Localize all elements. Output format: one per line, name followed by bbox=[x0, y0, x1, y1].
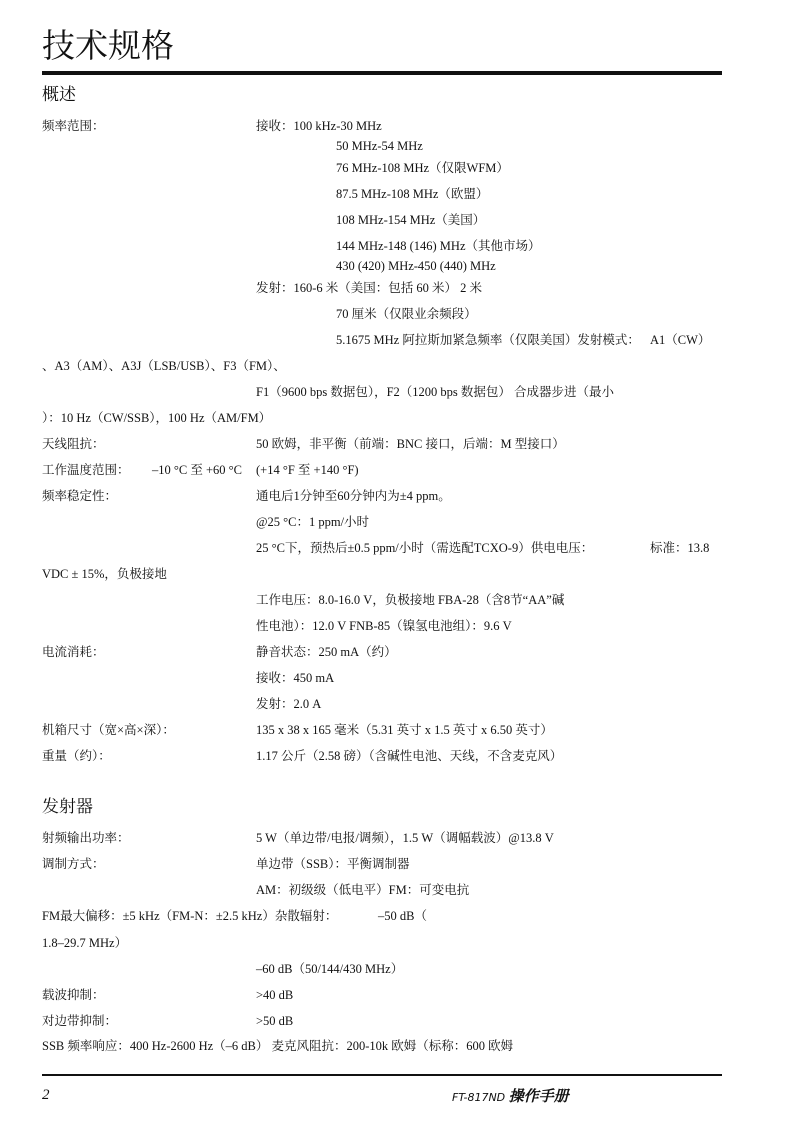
spec-label-current-drain: 电流消耗： bbox=[42, 645, 105, 659]
spec-value-rf-output: 5 W（单边带/电报/调频），1.5 W（调幅载波）@13.8 V bbox=[256, 831, 554, 845]
spec-value-modulation-ssb: 单边带（SSB）：平衡调制器 bbox=[256, 857, 410, 871]
spec-value-modulation-am-fm: AM：初级级（低电平）FM：可变电抗 bbox=[256, 883, 470, 897]
title-rule bbox=[42, 71, 722, 75]
spec-value-tx-range: 发射：160-6 米（美国：包括 60 米） 2 米 bbox=[256, 281, 483, 295]
spec-label-operating-temp: 工作温度范围： bbox=[42, 463, 130, 477]
spec-value-weight: 1.17 公斤（2.58 磅）（含碱性电池、天线，不含麦克风） bbox=[256, 749, 563, 763]
spec-value-band: 87.5 MHz-108 MHz（欧盟） bbox=[336, 187, 489, 201]
footer-model: FT-817ND bbox=[452, 1091, 506, 1104]
spec-value-band: 144 MHz-148 (146) MHz（其他市场） bbox=[336, 239, 541, 253]
spec-value-supply-standard: 标准：13.8 bbox=[650, 541, 710, 555]
spec-value-mode-a1: A1（CW） bbox=[650, 333, 711, 347]
footer-title bbox=[452, 1086, 569, 1108]
spec-value-band: 430 (420) MHz-450 (440) MHz bbox=[336, 259, 496, 273]
footer-manual: 操作手册 bbox=[508, 1087, 569, 1105]
spec-value-alaska: 5.1675 MHz 阿拉斯加紧急频率（仅限美国）发射模式： bbox=[336, 333, 640, 347]
spec-label-case-size: 机箱尺寸（宽×高×深）： bbox=[42, 723, 175, 737]
page-title: 技术规格 bbox=[42, 26, 174, 65]
spec-label-rf-output: 射频输出功率： bbox=[42, 831, 130, 845]
spec-value-fm-deviation: FM最大偏移：±5 kHz（FM-N：±2.5 kHz）杂散辐射： bbox=[42, 909, 338, 923]
spec-value-battery: 性电池）：12.0 V FNB-85（镍氢电池组）：9.6 V bbox=[256, 619, 512, 633]
footer-rule bbox=[42, 1074, 722, 1076]
spec-value-operating-temp-f: (+14 °F 至 +140 °F) bbox=[256, 463, 359, 477]
spec-value-carrier-suppression: >40 dB bbox=[256, 988, 294, 1002]
spec-value-modes: 、A3（AM）、A3J（LSB/USB）、F3（FM）、 bbox=[42, 359, 286, 373]
section-heading-transmitter: 发射器 bbox=[42, 797, 93, 817]
spec-value-operating-voltage: 工作电压：8.0-16.0 V，负极接地 FBA-28（含8节“AA”碱 bbox=[256, 593, 565, 607]
spec-value-spurious-vhf: –60 dB（50/144/430 MHz） bbox=[256, 962, 404, 976]
spec-value-band: 108 MHz-154 MHz（美国） bbox=[336, 213, 486, 227]
spec-label-modulation: 调制方式： bbox=[42, 857, 105, 871]
spec-label-frequency-stability: 频率稳定性： bbox=[42, 489, 118, 503]
spec-value-stability: @25 °C：1 ppm/小时 bbox=[256, 515, 370, 529]
spec-label-frequency-range: 频率范围： bbox=[42, 119, 105, 133]
spec-value-ssb-response: SSB 频率响应：400 Hz-2600 Hz（–6 dB） 麦克风阻抗：200-10k 欧姆（标称：600 欧姆 bbox=[42, 1039, 514, 1053]
spec-value-rx-range: 接收：100 kHz-30 MHz bbox=[256, 119, 382, 133]
spec-value-step: ）：10 Hz（CW/SSB），100 Hz（AM/FM） bbox=[42, 411, 272, 425]
spec-value-stability-tcxo: 25 °C下，预热后±0.5 ppm/小时（需选配TCXO-9）供电电压： bbox=[256, 541, 594, 555]
page-number: 2 bbox=[42, 1087, 50, 1103]
spec-value-operating-temp-c: –10 °C 至 +60 °C bbox=[152, 463, 242, 477]
spec-value-spurious-hf: 1.8–29.7 MHz） bbox=[42, 936, 128, 950]
spec-value-current-tx: 发射：2.0 A bbox=[256, 697, 322, 711]
spec-label-weight: 重量（约）： bbox=[42, 749, 111, 763]
spec-value-modes-data: F1（9600 bps 数据包），F2（1200 bps 数据包） 合成器步进（最小 bbox=[256, 385, 615, 399]
spec-label-sideband-suppression: 对边带抑制： bbox=[42, 1014, 118, 1028]
spec-value-antenna-impedance: 50 欧姆，非平衡（前端：BNC 接口，后端：M 型接口） bbox=[256, 437, 565, 451]
spec-value-band: 70 厘米（仅限业余频段） bbox=[336, 307, 477, 321]
spec-value-sideband-suppression: >50 dB bbox=[256, 1014, 294, 1028]
spec-value-band: 50 MHz-54 MHz bbox=[336, 139, 423, 153]
spec-value-band: 76 MHz-108 MHz（仅限WFM） bbox=[336, 161, 509, 175]
spec-value-current-rx: 接收：450 mA bbox=[256, 671, 335, 685]
section-heading-overview: 概述 bbox=[42, 85, 76, 105]
spec-label-antenna-impedance: 天线阻抗： bbox=[42, 437, 105, 451]
spec-value-supply-tolerance: VDC ± 15%，负极接地 bbox=[42, 567, 167, 581]
spec-label-carrier-suppression: 载波抑制： bbox=[42, 988, 105, 1002]
spec-value-spurious: –50 dB（ bbox=[378, 909, 427, 923]
spec-value-case-size: 135 x 38 x 165 毫米（5.31 英寸 x 1.5 英寸 x 6.50 英寸） bbox=[256, 723, 553, 737]
spec-value-stability: 通电后1分钟至60分钟内为±4 ppm。 bbox=[256, 489, 451, 503]
spec-value-current-squelched: 静音状态：250 mA（约） bbox=[256, 645, 397, 659]
